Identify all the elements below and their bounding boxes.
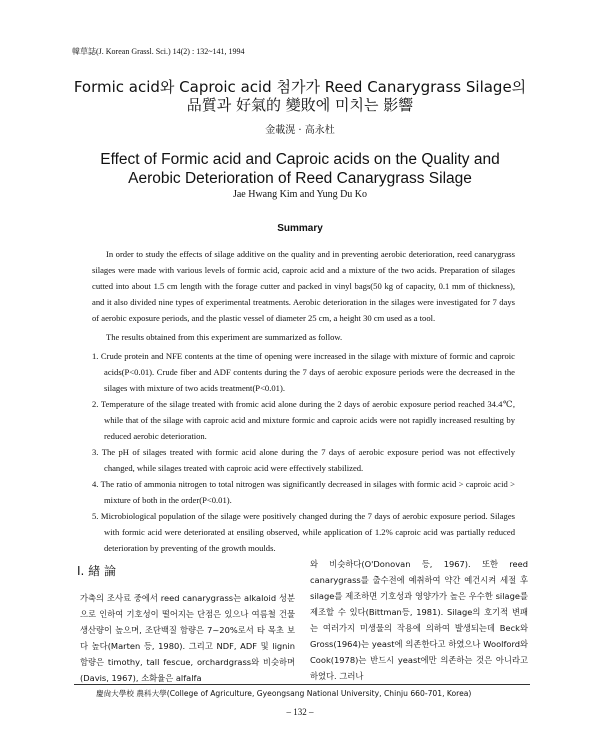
summary-intro: In order to study the effects of silage additive on the quality and in preventing aerobic deterioration, reed canarygrass silages were made with various levels of formic acid, caproic acid and a mixture of the two acids. Preparation of silages cutted into about 1.5 cm length with the forage cutter and packed in vinyl bags(50 kg of capacity, 0.1 mm of thickness), and it also divided nine types of experimental treatments. Aerobic deterioration in the silages were investigated for 7 days of aerobic exposure periods, and the plastic vessel of diameter 25 cm, a height 30 cm used as a tool. — [92, 249, 515, 323]
affiliation-footnote: 慶尙大學校 農科大學(College of Agriculture, Gyeongsang National University, Chinju 660-701, Korea) — [96, 689, 472, 698]
journal-citation: 韓草誌(J. Korean Grassl. Sci.) 14(2) : 132~141, 1994 — [72, 47, 245, 56]
korean-title-line-2: 品質과 好氣的 變敗에 미치는 影響 — [186, 96, 414, 114]
results-list — [92, 348, 515, 556]
summary-heading: Summary — [277, 223, 323, 234]
result-item-4: 4. The ratio of ammonia nitrogen to total nitrogen was significantly decreased in silages with formic acid > caproic acid > mixture of both in the order(P<0.01). — [92, 479, 515, 505]
result-item-1: 1. Crude protein and NFE contents at the time of opening were increased in the silage with mixture of formic and caproic acids(P<0.01). Crude fiber and ADF contents during the 7 days of aerobic exposure periods were the decreased in the silages with mixture of two acids treatment(P<0.01). — [92, 351, 515, 393]
english-title-line-1: Effect of Formic acid and Caproic acids on the Quality and — [100, 151, 500, 168]
result-item-3: 3. The pH of silages treated with formic acid alone during the 7 days of aerobic exposure period was not effectively changed, while silages treated with caproic acid were effectively stabilized. — [92, 447, 515, 473]
english-title-line-2: Aerobic Deterioration of Reed Canarygrass Silage — [128, 170, 472, 187]
result-item-2: 2. Temperature of the silage treated with fromic acid alone during the 2 days of aerobic exposure period reached 34.4℃, while that of the silage with caproic acid and mixture formic and caproic acids were not rapidly increased resulting by reduced aerobic deterioration. — [92, 399, 515, 441]
introduction-left-column: 가축의 조사료 중에서 reed canarygrass는 alkaloid 성분으로 인하여 기호성이 떨어지는 단점은 있으나 여름철 건물 생산량이 높으며, 조단백질 함량은 7~20%로서 타 목초 보다 높다(Marten 등, 1980). 그리고 NDF, ADF 및 lignin 함량은 timothy, tall fescue, orchardgrass와 비슷하며(Davis, 1967), 소화율은 alfalfa — [80, 593, 295, 683]
footnote-divider — [74, 684, 530, 685]
korean-title-line-1: Formic acid와 Caproic acid 첨가가 Reed Canarygrass Silage의 — [73, 78, 527, 96]
introduction-heading: I. 緖 論 — [77, 564, 116, 578]
result-item-5: 5. Microbiological population of the silage were positively changed during the 7 days of aerobic exposure period. Silages with formic acid were deteriorated at ensiling observed, while application of 1.2% caproic acid was partially reduced deterioration by preventing of the growth moulds. — [92, 511, 515, 553]
introduction-right-column: 와 비슷하다(O'Donovan 등, 1967). 또한 reed canarygrass를 출수전에 예취하여 약간 예건시켜 세절 후 silage를 제조하면 기호성과 영양가가 높은 우수한 silage를 제조할 수 있다(Bittman등, 1981). Silage의 호기적 변패는 여러가지 미생물의 작용에 의하여 발생되는데 Beck와 Gross(1964)는 yeast에 의존한다고 하였으나 Woolford와 Cook(1978)는 반드시 yeast에만 의존하는 것은 아니라고 하였다. 그러나 — [310, 559, 528, 681]
page-number: – 132 – — [286, 707, 314, 717]
results-heading: The results obtained from this experiment are summarized as follow. — [106, 332, 343, 342]
korean-authors: 金載滉 · 高永杜 — [265, 125, 335, 136]
english-authors: Jae Hwang Kim and Yung Du Ko — [232, 189, 368, 200]
